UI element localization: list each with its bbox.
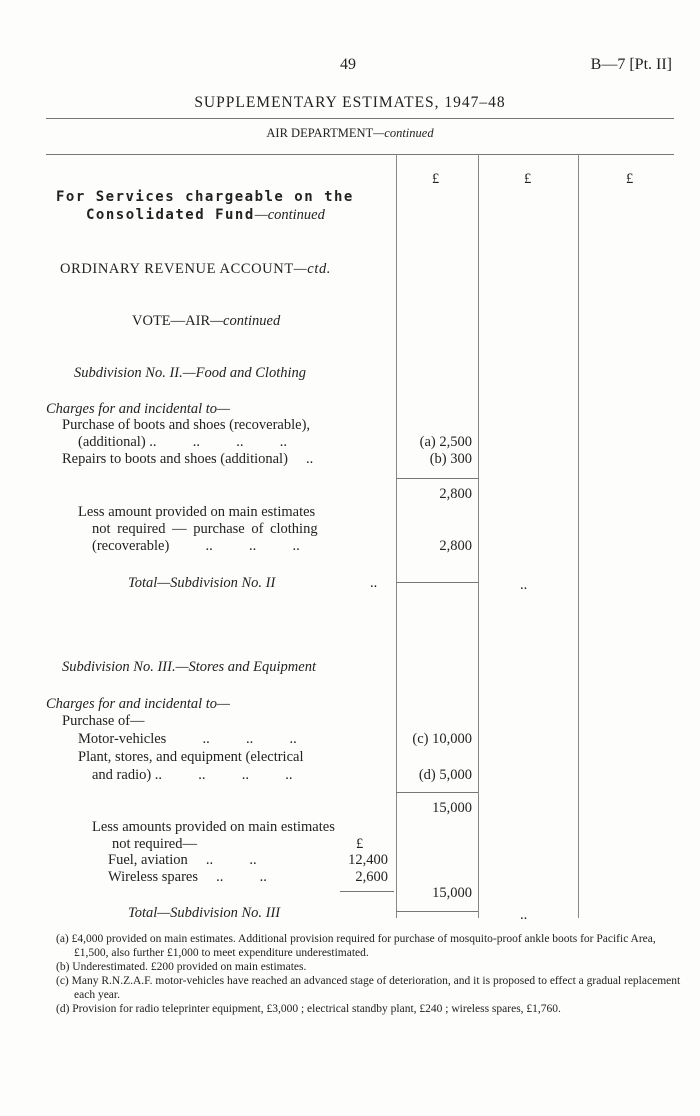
document-reference: B—7 [Pt. II] (590, 56, 672, 73)
value-boots-purchase: (a) 2,500 (419, 434, 472, 450)
item-plant-stores: Plant, stores, and equipment (electrical (78, 749, 304, 765)
subdivision-iii-title: Subdivision No. III.—Stores and Equipment (62, 659, 316, 675)
consolidated-fund-heading: Consolidated Fund—continued (86, 207, 325, 223)
footnote-a: (a) £4,000 provided on main estimates. Additional provision required for purchase of mosquito-proof ankle boots for Pacific Area, £1,500, also further £1,000 to meet expenditure underestimated. (56, 933, 656, 959)
fuel-aviation-label: Fuel, aviation .. .. (108, 852, 257, 868)
value-plant-stores: (d) 5,000 (418, 767, 472, 783)
subtotal-ii: 2,800 (439, 486, 472, 502)
page-number: 49 (340, 56, 356, 73)
page-title: SUPPLEMENTARY ESTIMATES, 1947–48 (194, 94, 506, 111)
total-subdivision-ii-label: Total—Subdivision No. II (128, 575, 276, 591)
value-boots-repairs: (b) 300 (429, 451, 472, 467)
item-boots-purchase-cont: (additional) .. .. .. .. (78, 434, 288, 450)
wireless-spares-value: 2,600 (355, 869, 388, 885)
title-rule (46, 118, 674, 119)
total-iii-col2: .. (520, 907, 528, 923)
total-ii-leader: .. (370, 575, 378, 591)
less-subtotal-rule-iii (340, 891, 394, 892)
subdivision-ii-charges: Charges for and incidental to— (46, 401, 230, 417)
subtotal-rule-ii (396, 478, 478, 479)
col3-unit: £ (626, 171, 634, 187)
less-amounts-iii: Less amounts provided on main estimates (92, 819, 335, 835)
purchase-of-label: Purchase of— (62, 713, 145, 729)
item-plant-stores-cont: and radio) .. .. .. .. (92, 767, 293, 783)
subtotal-rule-iii (396, 792, 478, 793)
less-amount-ii: Less amount provided on main estimates (78, 504, 316, 520)
footnote-c: (c) Many R.N.Z.A.F. motor-vehicles have reached an advanced stage of deterioration, and it is proposed to effect a gradual replacement each year. (56, 975, 681, 1001)
less-value-ii: 2,800 (439, 538, 472, 554)
item-boots-repairs: Repairs to boots and shoes (additional) .. (62, 451, 314, 467)
header-rule (46, 154, 674, 155)
subtotal-iii: 15,000 (432, 800, 472, 816)
item-boots-purchase: Purchase of boots and shoes (recoverable), (62, 417, 311, 433)
fuel-aviation-value: 12,400 (348, 852, 388, 868)
vote-heading: VOTE—AIR—continued (132, 313, 281, 329)
footnote-d: (d) Provision for radio teleprinter equipment, £3,000 ; electrical standby plant, £240 ; wireless spares, £1,760. (56, 1003, 561, 1015)
col2-unit: £ (524, 171, 532, 187)
column-divider-2 (478, 154, 479, 918)
total-subdivision-iii-label: Total—Subdivision No. III (128, 905, 281, 921)
item-motor-vehicles: Motor-vehicles .. .. .. (78, 731, 297, 747)
less-amounts-iii-cont: not required— (112, 836, 197, 852)
column-divider-3 (578, 154, 579, 918)
less-value-iii: 15,000 (432, 885, 472, 901)
total-ii-col2: .. (520, 577, 528, 593)
value-motor-vehicles: (c) 10,000 (412, 731, 472, 747)
department-continued: —continued (373, 126, 434, 140)
total-rule-ii (396, 582, 478, 583)
account-heading: ORDINARY REVENUE ACCOUNT—ctd. (60, 261, 332, 277)
subdivision-ii-title: Subdivision No. II.—Food and Clothing (74, 365, 306, 381)
less-amount-ii-cont2: (recoverable) .. .. .. (92, 538, 300, 554)
less-amounts-pound: £ (356, 836, 364, 852)
wireless-spares-label: Wireless spares .. .. (108, 869, 267, 885)
column-divider-1 (396, 154, 397, 918)
department-name: AIR DEPARTMENT (266, 126, 374, 140)
col1-unit: £ (432, 171, 440, 187)
footnote-b: (b) Underestimated. £200 provided on main estimates. (56, 961, 307, 973)
less-amount-ii-cont: not required — purchase of clothing (92, 521, 318, 537)
subdivision-iii-charges: Charges for and incidental to— (46, 696, 230, 712)
services-heading: For Services chargeable on the (56, 189, 354, 205)
total-rule-iii (396, 911, 478, 912)
department-heading (0, 126, 700, 141)
